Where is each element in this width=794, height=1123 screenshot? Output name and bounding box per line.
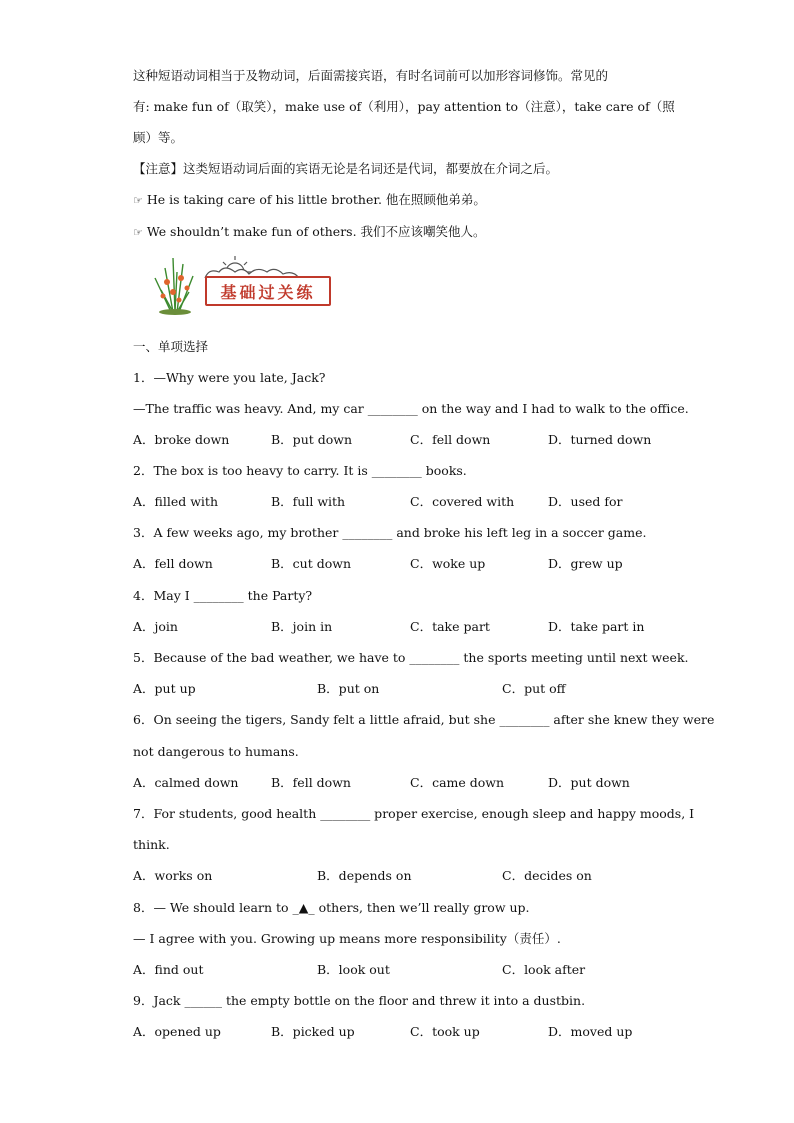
- question-text: —Why were you late, Jack?: [153, 370, 326, 385]
- option-a[interactable]: A．find out: [133, 962, 204, 977]
- question-text: — We should learn to _▲_ others, then we’ll really grow up.: [153, 900, 530, 915]
- option-c[interactable]: C．fell down: [410, 432, 491, 447]
- option-c[interactable]: C．covered with: [410, 494, 515, 509]
- question-text: On seeing the tigers, Sandy felt a little afraid, but she ________ after she knew they were: [153, 712, 715, 727]
- question-9: [133, 992, 585, 1010]
- option-c[interactable]: C．put off: [502, 681, 566, 696]
- note-line: 【注意】这类短语动词后面的宾语无论是名词还是代词，都要放在介词之后。: [133, 161, 559, 176]
- question-text: May I ________ the Party?: [153, 588, 313, 603]
- example-1-text: He is taking care of his little brother. 他在照顾他弟弟。: [146, 192, 486, 207]
- question-1-line-2: —The traffic was heavy. And, my car ________ on the way and I had to walk to the office.: [133, 401, 689, 416]
- option-b[interactable]: B．put down: [271, 432, 353, 447]
- question-3: [133, 524, 646, 542]
- question-number: 9．: [133, 993, 154, 1008]
- option-c[interactable]: C．take part: [410, 619, 490, 634]
- option-c[interactable]: C．took up: [410, 1024, 480, 1039]
- option-d[interactable]: D．grew up: [548, 556, 623, 571]
- question-text: A few weeks ago, my brother ________ and broke his left leg in a soccer game.: [153, 525, 647, 540]
- option-d[interactable]: D．used for: [548, 494, 623, 509]
- question-8: [133, 899, 530, 917]
- example-1: [133, 191, 486, 210]
- option-b[interactable]: B．cut down: [271, 556, 352, 571]
- intro-line-2: 有: make fun of（取笑），make use of（利用），pay attention to（注意），take care of（照: [133, 99, 675, 114]
- question-6-line-2: not dangerous to humans.: [133, 744, 299, 759]
- example-2-text: We shouldn’t make fun of others. 我们不应该嘲笑他人。: [146, 224, 486, 239]
- question-number: 3．: [133, 525, 154, 540]
- option-b[interactable]: B．put on: [317, 681, 380, 696]
- intro-line-1: 这种短语动词相当于及物动词，后面需接宾语，有时名词前可以加形容词修饰。常见的: [133, 68, 609, 83]
- intro-line-3: 顾）等。: [133, 130, 184, 145]
- option-b[interactable]: B．join in: [271, 619, 333, 634]
- question-4: [133, 587, 312, 605]
- option-c[interactable]: C．came down: [410, 775, 505, 790]
- option-d[interactable]: D．moved up: [548, 1024, 633, 1039]
- option-b[interactable]: B．full with: [271, 494, 346, 509]
- option-b[interactable]: B．fell down: [271, 775, 351, 790]
- question-number: 8．: [133, 900, 154, 915]
- pointing-hand-icon: ☞: [133, 226, 143, 239]
- banner-title: 基础过关练: [205, 276, 331, 306]
- section-title: 一、单项选择: [133, 339, 209, 354]
- option-c[interactable]: C．decides on: [502, 868, 592, 883]
- option-b[interactable]: B．picked up: [271, 1024, 355, 1039]
- question-7: [133, 805, 694, 823]
- question-text: For students, good health ________ proper exercise, enough sleep and happy moods, I: [153, 806, 695, 821]
- option-b[interactable]: B．look out: [317, 962, 390, 977]
- option-a[interactable]: A．opened up: [133, 1024, 221, 1039]
- option-c[interactable]: C．look after: [502, 962, 586, 977]
- question-number: 1．: [133, 370, 154, 385]
- question-number: 6．: [133, 712, 154, 727]
- option-d[interactable]: D．take part in: [548, 619, 645, 634]
- question-8-line-2: — I agree with you. Growing up means more responsibility（责任）.: [133, 931, 561, 946]
- option-a[interactable]: A．works on: [133, 868, 213, 883]
- question-text: Jack ______ the empty bottle on the floor and threw it into a dustbin.: [153, 993, 586, 1008]
- option-a[interactable]: A．join: [133, 619, 178, 634]
- question-text: Because of the bad weather, we have to ________ the sports meeting until next week.: [153, 650, 689, 665]
- question-1: [133, 369, 326, 387]
- question-number: 7．: [133, 806, 154, 821]
- example-2: [133, 223, 486, 242]
- question-number: 4．: [133, 588, 154, 603]
- option-a[interactable]: A．filled with: [133, 494, 219, 509]
- pointing-hand-icon: ☞: [133, 194, 143, 207]
- option-d[interactable]: D．turned down: [548, 432, 652, 447]
- question-text: The box is too heavy to carry. It is ________ books.: [153, 463, 467, 478]
- option-d[interactable]: D．put down: [548, 775, 630, 790]
- question-7-line-2: think.: [133, 837, 170, 852]
- option-c[interactable]: C．woke up: [410, 556, 486, 571]
- section-banner: [143, 248, 343, 318]
- option-b[interactable]: B．depends on: [317, 868, 412, 883]
- option-a[interactable]: A．calmed down: [133, 775, 239, 790]
- question-2: [133, 462, 467, 480]
- option-a[interactable]: A．put up: [133, 681, 196, 696]
- option-a[interactable]: A．broke down: [133, 432, 230, 447]
- question-number: 5．: [133, 650, 154, 665]
- option-a[interactable]: A．fell down: [133, 556, 213, 571]
- question-number: 2．: [133, 463, 154, 478]
- question-5: [133, 649, 689, 667]
- question-6: [133, 711, 714, 729]
